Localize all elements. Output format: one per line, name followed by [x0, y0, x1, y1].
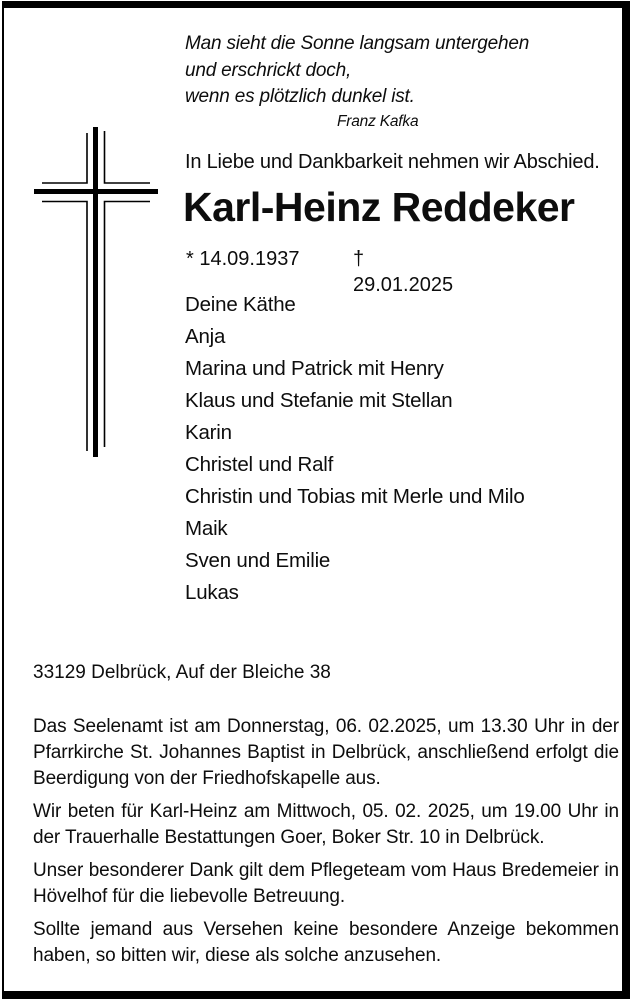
mourner-line: Christel und Ralf: [185, 453, 334, 476]
life-dates: [186, 246, 454, 296]
mourner-line: Christin und Tobias mit Merle und Milo: [185, 485, 525, 508]
notice-paragraph: Wir beten für Karl-Heinz am Mittwoch, 05. 02. 2025, um 19.00 Uhr in der Trauerhalle Bestattungen Goer, Boker Str. 10 in Delbrück.: [33, 801, 619, 848]
mourner-line: Marina und Patrick mit Henry: [185, 357, 444, 380]
memorial-cross-icon: [33, 125, 159, 461]
mourner-line: Karin: [185, 421, 232, 444]
mourner-line: Sven und Emilie: [185, 549, 331, 572]
quote-line: Man sieht die Sonne langsam untergehen: [185, 33, 530, 54]
mourner-line: Lukas: [185, 581, 239, 604]
quote-line: und erschrickt doch,: [185, 59, 352, 81]
farewell-line: In Liebe und Dankbarkeit nehmen wir Abschied.: [185, 151, 600, 173]
address-line: 33129 Delbrück, Auf der Bleiche 38: [33, 662, 331, 683]
birth-date: * 14.09.1937: [186, 248, 300, 270]
quote-attribution: Franz Kafka: [337, 112, 419, 130]
quote-line: wenn es plötzlich dunkel ist.: [185, 86, 415, 107]
notice-paragraph: Das Seelenamt ist am Donnerstag, 06. 02.2025, um 13.30 Uhr in der Pfarrkirche St. Johannes Baptist in Delbrück, anschließend erfolgt die Beerdigung von der Friedhofskapelle aus.: [33, 716, 619, 789]
mourners-list: [185, 289, 615, 609]
mourner-line: Maik: [185, 517, 228, 540]
quote-block: [185, 31, 585, 132]
notice-paragraph: Sollte jemand aus Versehen keine besondere Anzeige bekommen haben, so bitten wir, diese als solche anzusehen.: [33, 919, 619, 966]
mourner-line: Klaus und Stefanie mit Stellan: [185, 389, 453, 412]
mourner-line: Deine Käthe: [185, 293, 296, 316]
death-date: † 29.01.2025: [353, 248, 454, 296]
quote-lines: [185, 31, 585, 111]
notice-paragraphs: [33, 714, 619, 976]
deceased-name: Karl-Heinz Reddeker: [183, 184, 575, 230]
notice-paragraph: Unser besonderer Dank gilt dem Pflegeteam vom Haus Bredemeier in Hövelhof für die liebevolle Betreuung.: [33, 860, 619, 907]
mourner-line: Anja: [185, 325, 226, 348]
